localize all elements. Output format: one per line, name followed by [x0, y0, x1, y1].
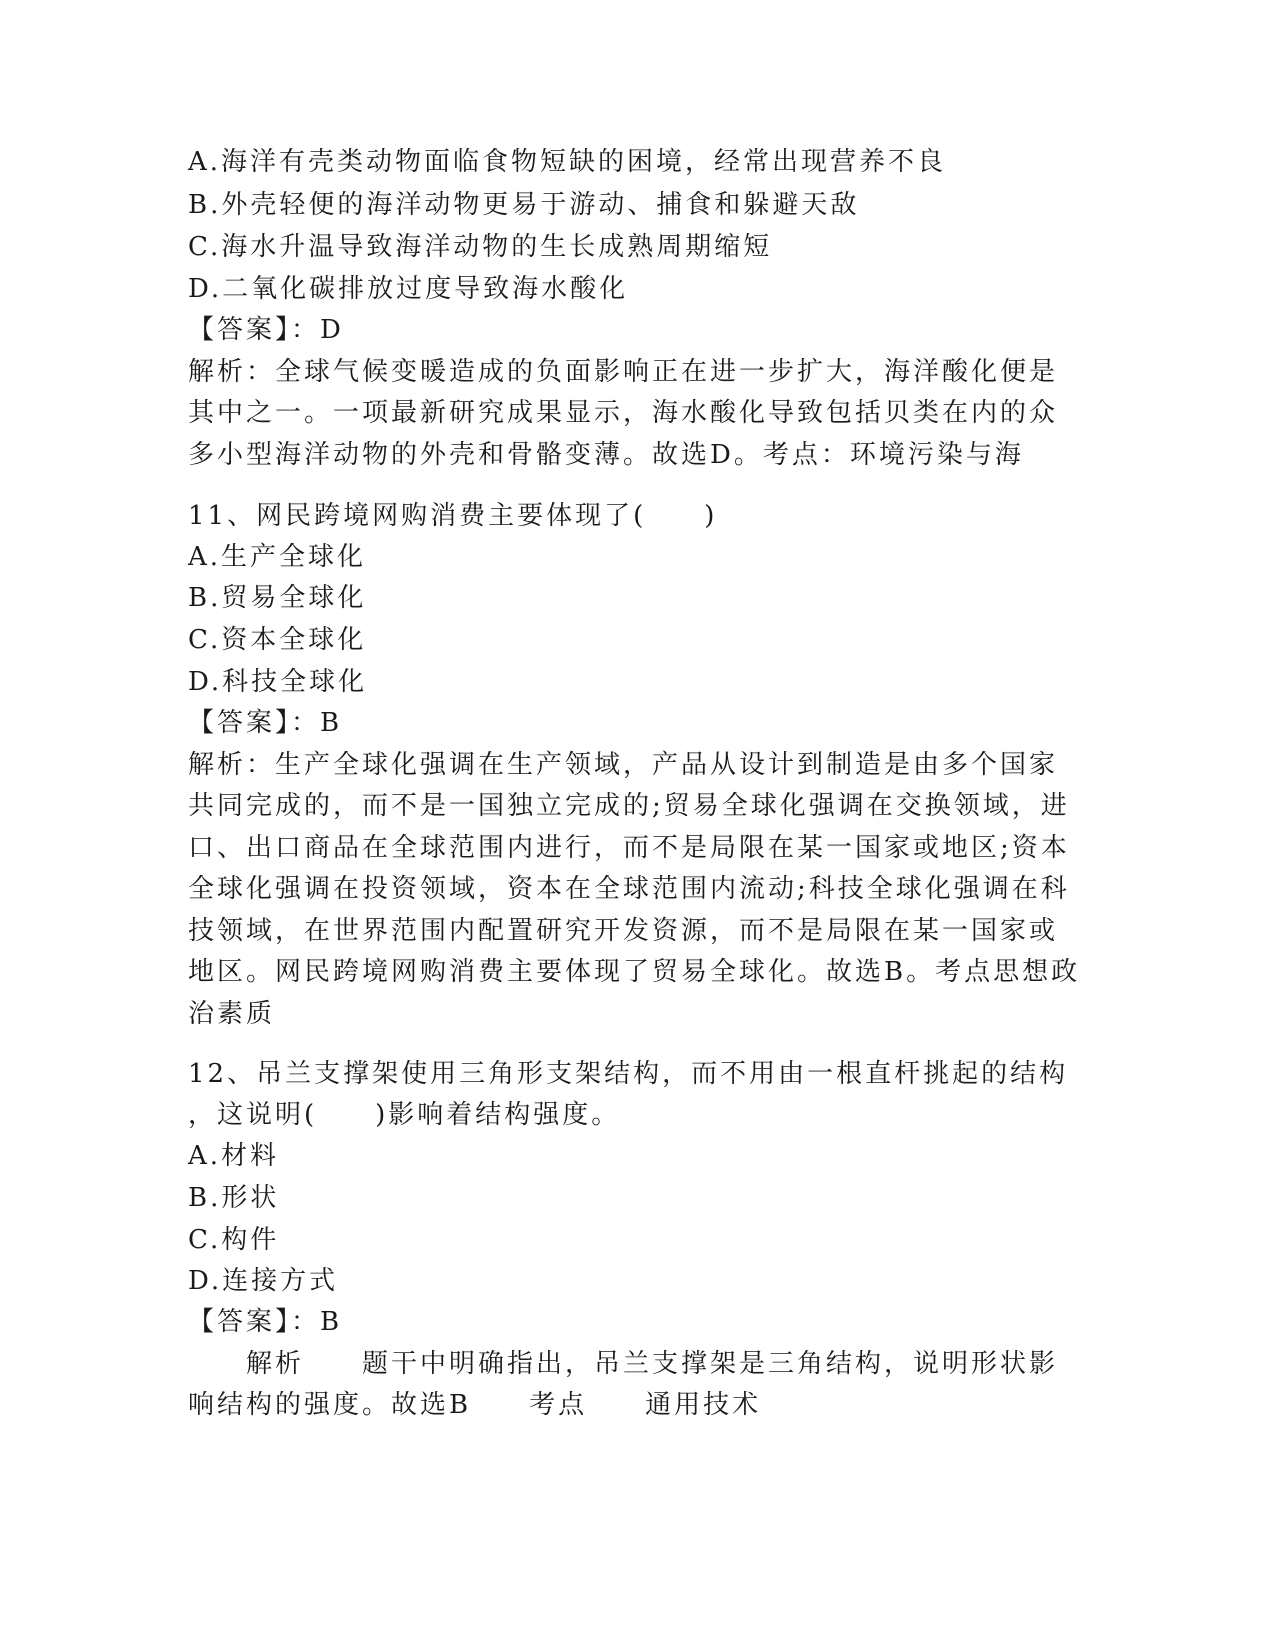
q12-option-c: C.构件 [188, 1225, 280, 1255]
q12-analysis-line: 解析 题干中明确指出，吊兰支撑架是三角结构，说明形状影 [188, 1349, 1059, 1379]
q11-option-b: B.贸易全球化 [188, 583, 367, 613]
q10-option-a: A.海洋有壳类动物面临食物短缺的困境，经常出现营养不良 [188, 147, 947, 177]
q11-analysis-line: 共同完成的，而不是一国独立完成的;贸易全球化强调在交换领域，进 [188, 791, 1070, 821]
q11-question: 11、网民跨境网购消费主要体现了( ) [188, 501, 718, 531]
q12-answer: 【答案】：B [188, 1307, 343, 1337]
q11-analysis-line: 全球化强调在投资领域，资本在全球范围内流动;科技全球化强调在科 [188, 874, 1070, 904]
q12-option-b: B.形状 [188, 1183, 280, 1213]
q11-option-c: C.资本全球化 [188, 625, 367, 655]
q11-analysis-line: 口、出口商品在全球范围内进行，而不是局限在某一国家或地区;资本 [188, 833, 1070, 863]
q10-option-c: C.海水升温导致海洋动物的生长成熟周期缩短 [188, 232, 773, 262]
q11-analysis-line: 解析：生产全球化强调在生产领域，产品从设计到制造是由多个国家 [188, 750, 1059, 780]
q12-analysis-line: 响结构的强度。故选B 考点 通用技术 [188, 1390, 762, 1420]
q12-option-a: A.材料 [188, 1141, 280, 1171]
q11-option-a: A.生产全球化 [188, 542, 367, 572]
q12-question-line: 12、吊兰支撑架使用三角形支架结构，而不用由一根直杆挑起的结构 [188, 1059, 1069, 1089]
q10-analysis-line: 多小型海洋动物的外壳和骨骼变薄。故选D。考点：环境污染与海 [188, 440, 1024, 470]
q11-analysis-line: 地区。网民跨境网购消费主要体现了贸易全球化。故选B。考点思想政 [188, 957, 1081, 987]
q10-analysis-line: 其中之一。一项最新研究成果显示，海水酸化导致包括贝类在内的众 [188, 398, 1059, 428]
q11-analysis-line: 治素质 [188, 999, 276, 1029]
q11-option-d: D.科技全球化 [188, 667, 368, 697]
q10-option-b: B.外壳轻便的海洋动物更易于游动、捕食和躲避天敌 [188, 190, 860, 220]
q11-answer: 【答案】：B [188, 708, 343, 738]
q12-question-line: ，这说明( )影响着结构强度。 [188, 1100, 621, 1130]
q11-analysis-line: 技领域，在世界范围内配置研究开发资源，而不是局限在某一国家或 [188, 916, 1059, 946]
q10-option-d: D.二氧化碳排放过度导致海水酸化 [188, 274, 629, 304]
q12-option-d: D.连接方式 [188, 1266, 339, 1296]
q10-analysis-line: 解析：全球气候变暖造成的负面影响正在进一步扩大，海洋酸化便是 [188, 357, 1059, 387]
q10-answer: 【答案】：D [188, 315, 344, 345]
